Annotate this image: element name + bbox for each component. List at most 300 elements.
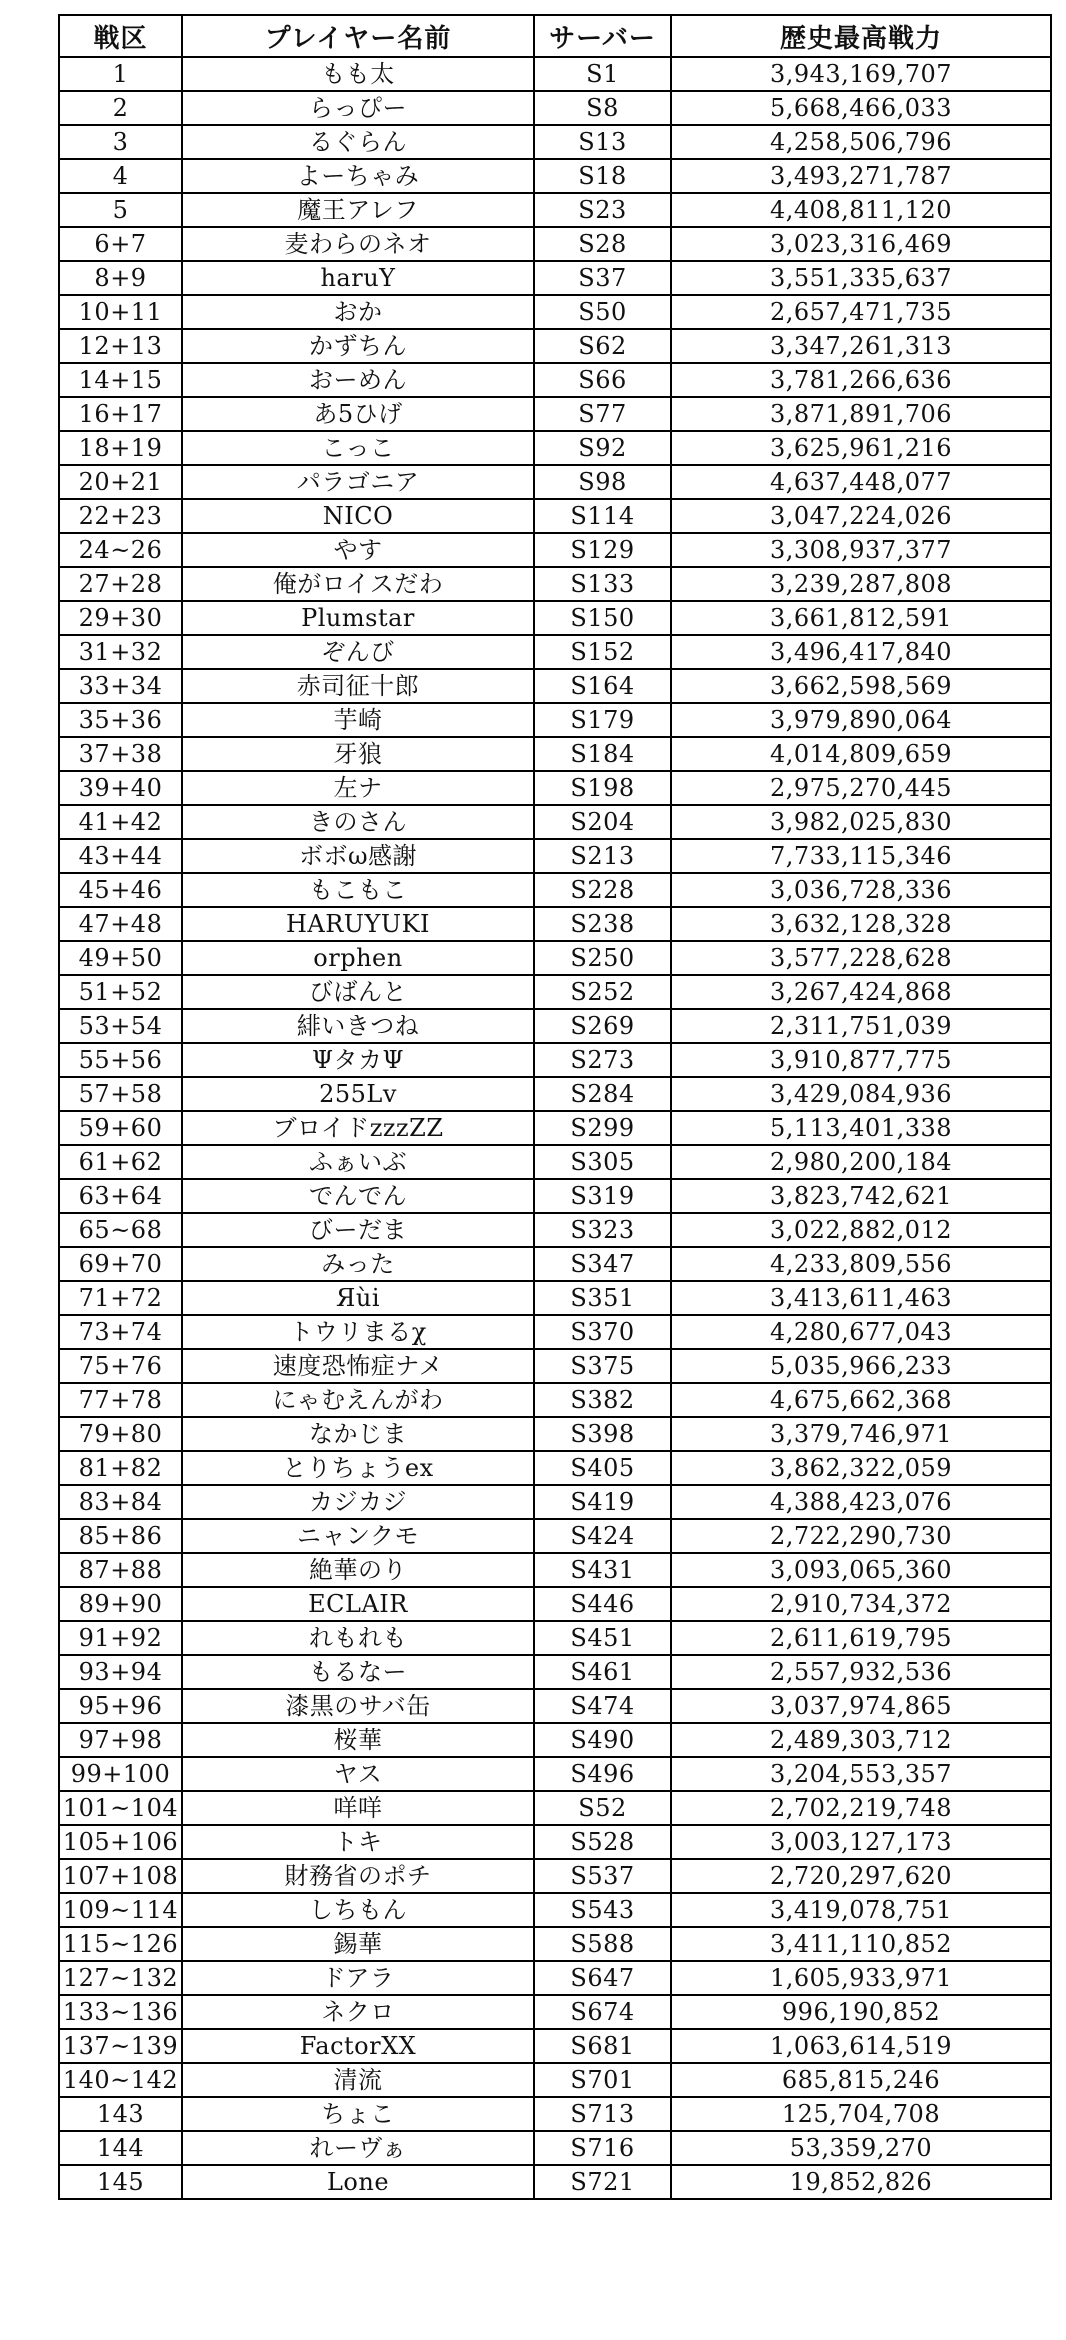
header-player-name: プレイヤー名前 xyxy=(182,15,534,57)
cell-server: S37 xyxy=(534,261,671,295)
cell-max-power: 4,388,423,076 xyxy=(671,1485,1051,1519)
table-row xyxy=(59,1349,1051,1383)
cell-player-name: ヤス xyxy=(182,1757,534,1791)
cell-max-power: 2,980,200,184 xyxy=(671,1145,1051,1179)
cell-war-district: 14+15 xyxy=(59,363,182,397)
table-row xyxy=(59,1383,1051,1417)
header-row xyxy=(59,15,1051,57)
table-row xyxy=(59,601,1051,635)
cell-war-district: 127~132 xyxy=(59,1961,182,1995)
cell-server: S496 xyxy=(534,1757,671,1791)
table-row xyxy=(59,227,1051,261)
cell-player-name: もるなー xyxy=(182,1655,534,1689)
cell-server: S716 xyxy=(534,2131,671,2165)
cell-war-district: 51+52 xyxy=(59,975,182,1009)
cell-war-district: 77+78 xyxy=(59,1383,182,1417)
cell-max-power: 3,871,891,706 xyxy=(671,397,1051,431)
cell-war-district: 145 xyxy=(59,2165,182,2199)
cell-war-district: 35+36 xyxy=(59,703,182,737)
cell-max-power: 2,910,734,372 xyxy=(671,1587,1051,1621)
cell-war-district: 10+11 xyxy=(59,295,182,329)
table-row xyxy=(59,465,1051,499)
table-row xyxy=(59,261,1051,295)
cell-war-district: 59+60 xyxy=(59,1111,182,1145)
cell-player-name: 清流 xyxy=(182,2063,534,2097)
cell-war-district: 144 xyxy=(59,2131,182,2165)
cell-war-district: 37+38 xyxy=(59,737,182,771)
cell-player-name: パラゴニア xyxy=(182,465,534,499)
table-row xyxy=(59,329,1051,363)
cell-server: S323 xyxy=(534,1213,671,1247)
cell-player-name: あ5ひげ xyxy=(182,397,534,431)
cell-max-power: 3,204,553,357 xyxy=(671,1757,1051,1791)
cell-max-power: 1,605,933,971 xyxy=(671,1961,1051,1995)
cell-player-name: 麦わらのネオ xyxy=(182,227,534,261)
cell-max-power: 2,720,297,620 xyxy=(671,1859,1051,1893)
cell-player-name: 牙狼 xyxy=(182,737,534,771)
cell-war-district: 33+34 xyxy=(59,669,182,703)
cell-war-district: 31+32 xyxy=(59,635,182,669)
cell-server: S114 xyxy=(534,499,671,533)
cell-server: S588 xyxy=(534,1927,671,1961)
table-row xyxy=(59,703,1051,737)
cell-server: S319 xyxy=(534,1179,671,1213)
cell-player-name: orphen xyxy=(182,941,534,975)
cell-player-name: とりちょうex xyxy=(182,1451,534,1485)
cell-max-power: 3,979,890,064 xyxy=(671,703,1051,737)
cell-max-power: 3,862,322,059 xyxy=(671,1451,1051,1485)
cell-player-name: ニャンクモ xyxy=(182,1519,534,1553)
cell-server: S252 xyxy=(534,975,671,1009)
table-row xyxy=(59,363,1051,397)
table-row xyxy=(59,873,1051,907)
cell-max-power: 4,014,809,659 xyxy=(671,737,1051,771)
cell-server: S198 xyxy=(534,771,671,805)
cell-war-district: 49+50 xyxy=(59,941,182,975)
table-row xyxy=(59,2165,1051,2199)
cell-war-district: 137~139 xyxy=(59,2029,182,2063)
cell-player-name: もこもこ xyxy=(182,873,534,907)
table-row xyxy=(59,1315,1051,1349)
cell-server: S92 xyxy=(534,431,671,465)
cell-server: S133 xyxy=(534,567,671,601)
cell-player-name: 緋いきつね xyxy=(182,1009,534,1043)
table-row xyxy=(59,1009,1051,1043)
cell-player-name: Яùi xyxy=(182,1281,534,1315)
cell-max-power: 3,003,127,173 xyxy=(671,1825,1051,1859)
cell-player-name: NICO xyxy=(182,499,534,533)
table-row xyxy=(59,839,1051,873)
cell-war-district: 143 xyxy=(59,2097,182,2131)
table-row xyxy=(59,1723,1051,1757)
cell-player-name: ブロイドzzzZZ xyxy=(182,1111,534,1145)
cell-player-name: HARUYUKI xyxy=(182,907,534,941)
cell-player-name: 絶華のり xyxy=(182,1553,534,1587)
table-row xyxy=(59,1859,1051,1893)
cell-max-power: 3,308,937,377 xyxy=(671,533,1051,567)
cell-server: S152 xyxy=(534,635,671,669)
cell-server: S543 xyxy=(534,1893,671,1927)
cell-server: S269 xyxy=(534,1009,671,1043)
cell-max-power: 4,233,809,556 xyxy=(671,1247,1051,1281)
cell-war-district: 85+86 xyxy=(59,1519,182,1553)
table-row xyxy=(59,2097,1051,2131)
cell-player-name: 魔王アレフ xyxy=(182,193,534,227)
table-row xyxy=(59,1179,1051,1213)
header-war-district: 戦区 xyxy=(59,15,182,57)
cell-max-power: 996,190,852 xyxy=(671,1995,1051,2029)
cell-max-power: 4,280,677,043 xyxy=(671,1315,1051,1349)
table-row xyxy=(59,1553,1051,1587)
cell-war-district: 43+44 xyxy=(59,839,182,873)
cell-war-district: 16+17 xyxy=(59,397,182,431)
cell-war-district: 107+108 xyxy=(59,1859,182,1893)
cell-war-district: 53+54 xyxy=(59,1009,182,1043)
cell-war-district: 105+106 xyxy=(59,1825,182,1859)
cell-max-power: 2,657,471,735 xyxy=(671,295,1051,329)
table-row xyxy=(59,2063,1051,2097)
cell-server: S721 xyxy=(534,2165,671,2199)
cell-server: S228 xyxy=(534,873,671,907)
table-row xyxy=(59,1043,1051,1077)
cell-max-power: 3,429,084,936 xyxy=(671,1077,1051,1111)
cell-player-name: ぞんび xyxy=(182,635,534,669)
cell-player-name: 左ナ xyxy=(182,771,534,805)
cell-server: S8 xyxy=(534,91,671,125)
cell-max-power: 2,702,219,748 xyxy=(671,1791,1051,1825)
header-max-power: 歴史最高戦力 xyxy=(671,15,1051,57)
table-row xyxy=(59,1587,1051,1621)
cell-player-name: にゃむえんがわ xyxy=(182,1383,534,1417)
table-row xyxy=(59,771,1051,805)
cell-max-power: 4,408,811,120 xyxy=(671,193,1051,227)
cell-server: S18 xyxy=(534,159,671,193)
cell-player-name: 芋崎 xyxy=(182,703,534,737)
cell-server: S299 xyxy=(534,1111,671,1145)
table-row xyxy=(59,295,1051,329)
table-row xyxy=(59,567,1051,601)
cell-player-name: ボボω感謝 xyxy=(182,839,534,873)
cell-war-district: 65~68 xyxy=(59,1213,182,1247)
cell-player-name: もも太 xyxy=(182,57,534,91)
table-row xyxy=(59,907,1051,941)
cell-war-district: 81+82 xyxy=(59,1451,182,1485)
cell-max-power: 3,379,746,971 xyxy=(671,1417,1051,1451)
cell-server: S431 xyxy=(534,1553,671,1587)
table-row xyxy=(59,1927,1051,1961)
table-row xyxy=(59,975,1051,1009)
cell-max-power: 3,267,424,868 xyxy=(671,975,1051,1009)
cell-player-name: きのさん xyxy=(182,805,534,839)
cell-server: S382 xyxy=(534,1383,671,1417)
table-row xyxy=(59,397,1051,431)
table-row xyxy=(59,1417,1051,1451)
cell-max-power: 19,852,826 xyxy=(671,2165,1051,2199)
table-row xyxy=(59,125,1051,159)
table-row xyxy=(59,1689,1051,1723)
cell-player-name: 財務省のポチ xyxy=(182,1859,534,1893)
cell-max-power: 125,704,708 xyxy=(671,2097,1051,2131)
cell-max-power: 3,419,078,751 xyxy=(671,1893,1051,1927)
cell-war-district: 87+88 xyxy=(59,1553,182,1587)
cell-player-name: FactorXX xyxy=(182,2029,534,2063)
cell-server: S62 xyxy=(534,329,671,363)
cell-war-district: 41+42 xyxy=(59,805,182,839)
table-row xyxy=(59,533,1051,567)
table-row xyxy=(59,1621,1051,1655)
cell-server: S52 xyxy=(534,1791,671,1825)
cell-player-name: 漆黒のサバ缶 xyxy=(182,1689,534,1723)
cell-war-district: 39+40 xyxy=(59,771,182,805)
cell-war-district: 61+62 xyxy=(59,1145,182,1179)
cell-server: S681 xyxy=(534,2029,671,2063)
cell-server: S66 xyxy=(534,363,671,397)
table-row xyxy=(59,159,1051,193)
cell-server: S347 xyxy=(534,1247,671,1281)
cell-max-power: 2,311,751,039 xyxy=(671,1009,1051,1043)
cell-war-district: 3 xyxy=(59,125,182,159)
table-row xyxy=(59,2029,1051,2063)
cell-war-district: 140~142 xyxy=(59,2063,182,2097)
cell-player-name: 桜華 xyxy=(182,1723,534,1757)
cell-player-name: れーヴぁ xyxy=(182,2131,534,2165)
cell-max-power: 3,661,812,591 xyxy=(671,601,1051,635)
cell-war-district: 45+46 xyxy=(59,873,182,907)
cell-server: S647 xyxy=(534,1961,671,1995)
cell-max-power: 3,036,728,336 xyxy=(671,873,1051,907)
cell-player-name: しちもん xyxy=(182,1893,534,1927)
cell-player-name: ΨタカΨ xyxy=(182,1043,534,1077)
cell-server: S351 xyxy=(534,1281,671,1315)
cell-player-name: 咩咩 xyxy=(182,1791,534,1825)
cell-war-district: 91+92 xyxy=(59,1621,182,1655)
cell-max-power: 1,063,614,519 xyxy=(671,2029,1051,2063)
cell-war-district: 18+19 xyxy=(59,431,182,465)
cell-max-power: 3,496,417,840 xyxy=(671,635,1051,669)
cell-max-power: 3,239,287,808 xyxy=(671,567,1051,601)
cell-server: S461 xyxy=(534,1655,671,1689)
table-row xyxy=(59,193,1051,227)
table-row xyxy=(59,1757,1051,1791)
cell-server: S150 xyxy=(534,601,671,635)
cell-server: S13 xyxy=(534,125,671,159)
cell-max-power: 3,022,882,012 xyxy=(671,1213,1051,1247)
cell-player-name: カジカジ xyxy=(182,1485,534,1519)
cell-max-power: 7,733,115,346 xyxy=(671,839,1051,873)
cell-max-power: 3,625,961,216 xyxy=(671,431,1051,465)
table-row xyxy=(59,1519,1051,1553)
cell-max-power: 3,023,316,469 xyxy=(671,227,1051,261)
cell-max-power: 3,781,266,636 xyxy=(671,363,1051,397)
cell-max-power: 5,668,466,033 xyxy=(671,91,1051,125)
cell-max-power: 4,258,506,796 xyxy=(671,125,1051,159)
table-row xyxy=(59,1961,1051,1995)
table-body xyxy=(59,57,1051,2199)
cell-war-district: 63+64 xyxy=(59,1179,182,1213)
cell-max-power: 3,943,169,707 xyxy=(671,57,1051,91)
cell-server: S446 xyxy=(534,1587,671,1621)
table-row xyxy=(59,805,1051,839)
cell-war-district: 97+98 xyxy=(59,1723,182,1757)
table-row xyxy=(59,1485,1051,1519)
cell-max-power: 2,722,290,730 xyxy=(671,1519,1051,1553)
cell-server: S713 xyxy=(534,2097,671,2131)
cell-max-power: 3,413,611,463 xyxy=(671,1281,1051,1315)
cell-war-district: 71+72 xyxy=(59,1281,182,1315)
cell-server: S28 xyxy=(534,227,671,261)
cell-player-name: かずちん xyxy=(182,329,534,363)
cell-war-district: 109~114 xyxy=(59,1893,182,1927)
cell-server: S701 xyxy=(534,2063,671,2097)
cell-player-name: 錫華 xyxy=(182,1927,534,1961)
cell-max-power: 685,815,246 xyxy=(671,2063,1051,2097)
cell-server: S375 xyxy=(534,1349,671,1383)
cell-server: S50 xyxy=(534,295,671,329)
cell-max-power: 3,910,877,775 xyxy=(671,1043,1051,1077)
cell-war-district: 57+58 xyxy=(59,1077,182,1111)
cell-server: S213 xyxy=(534,839,671,873)
cell-war-district: 4 xyxy=(59,159,182,193)
cell-player-name: 俺がロイスだわ xyxy=(182,567,534,601)
table-row xyxy=(59,1247,1051,1281)
cell-server: S419 xyxy=(534,1485,671,1519)
cell-war-district: 99+100 xyxy=(59,1757,182,1791)
cell-war-district: 47+48 xyxy=(59,907,182,941)
cell-server: S1 xyxy=(534,57,671,91)
cell-player-name: Plumstar xyxy=(182,601,534,635)
cell-player-name: 255Lv xyxy=(182,1077,534,1111)
cell-player-name: 速度恐怖症ナメ xyxy=(182,1349,534,1383)
table-row xyxy=(59,57,1051,91)
cell-war-district: 73+74 xyxy=(59,1315,182,1349)
cell-player-name: やす xyxy=(182,533,534,567)
cell-player-name: びばんと xyxy=(182,975,534,1009)
cell-max-power: 3,823,742,621 xyxy=(671,1179,1051,1213)
table-row xyxy=(59,91,1051,125)
table-row xyxy=(59,1655,1051,1689)
cell-max-power: 3,662,598,569 xyxy=(671,669,1051,703)
cell-server: S250 xyxy=(534,941,671,975)
cell-max-power: 5,113,401,338 xyxy=(671,1111,1051,1145)
cell-war-district: 1 xyxy=(59,57,182,91)
table-row xyxy=(59,1145,1051,1179)
cell-server: S370 xyxy=(534,1315,671,1349)
table-row xyxy=(59,2131,1051,2165)
table-row xyxy=(59,1213,1051,1247)
cell-max-power: 4,675,662,368 xyxy=(671,1383,1051,1417)
table-header xyxy=(59,15,1051,57)
cell-max-power: 3,577,228,628 xyxy=(671,941,1051,975)
cell-max-power: 3,093,065,360 xyxy=(671,1553,1051,1587)
cell-max-power: 2,489,303,712 xyxy=(671,1723,1051,1757)
table-row xyxy=(59,1995,1051,2029)
cell-player-name: こっこ xyxy=(182,431,534,465)
cell-player-name: なかじま xyxy=(182,1417,534,1451)
cell-player-name: みった xyxy=(182,1247,534,1281)
cell-server: S98 xyxy=(534,465,671,499)
header-server: サーバー xyxy=(534,15,671,57)
cell-max-power: 3,347,261,313 xyxy=(671,329,1051,363)
cell-war-district: 29+30 xyxy=(59,601,182,635)
table-row xyxy=(59,431,1051,465)
cell-war-district: 79+80 xyxy=(59,1417,182,1451)
cell-max-power: 3,551,335,637 xyxy=(671,261,1051,295)
cell-player-name: haruY xyxy=(182,261,534,295)
cell-war-district: 89+90 xyxy=(59,1587,182,1621)
cell-player-name: ネクロ xyxy=(182,1995,534,2029)
cell-war-district: 133~136 xyxy=(59,1995,182,2029)
cell-server: S284 xyxy=(534,1077,671,1111)
cell-max-power: 2,611,619,795 xyxy=(671,1621,1051,1655)
cell-max-power: 3,493,271,787 xyxy=(671,159,1051,193)
cell-server: S405 xyxy=(534,1451,671,1485)
cell-server: S238 xyxy=(534,907,671,941)
cell-server: S23 xyxy=(534,193,671,227)
cell-server: S164 xyxy=(534,669,671,703)
cell-player-name: るぐらん xyxy=(182,125,534,159)
table-row xyxy=(59,941,1051,975)
cell-war-district: 22+23 xyxy=(59,499,182,533)
cell-war-district: 8+9 xyxy=(59,261,182,295)
cell-server: S490 xyxy=(534,1723,671,1757)
cell-player-name: びーだま xyxy=(182,1213,534,1247)
cell-server: S537 xyxy=(534,1859,671,1893)
cell-max-power: 53,359,270 xyxy=(671,2131,1051,2165)
table-row xyxy=(59,1825,1051,1859)
cell-war-district: 93+94 xyxy=(59,1655,182,1689)
cell-war-district: 5 xyxy=(59,193,182,227)
cell-player-name: よーちゃみ xyxy=(182,159,534,193)
table-row xyxy=(59,669,1051,703)
cell-war-district: 75+76 xyxy=(59,1349,182,1383)
cell-server: S424 xyxy=(534,1519,671,1553)
cell-max-power: 3,632,128,328 xyxy=(671,907,1051,941)
cell-war-district: 27+28 xyxy=(59,567,182,601)
cell-war-district: 55+56 xyxy=(59,1043,182,1077)
table-row xyxy=(59,1451,1051,1485)
cell-player-name: Lone xyxy=(182,2165,534,2199)
cell-server: S474 xyxy=(534,1689,671,1723)
cell-server: S528 xyxy=(534,1825,671,1859)
cell-max-power: 2,975,270,445 xyxy=(671,771,1051,805)
cell-war-district: 95+96 xyxy=(59,1689,182,1723)
table-row xyxy=(59,635,1051,669)
table-row xyxy=(59,499,1051,533)
cell-max-power: 4,637,448,077 xyxy=(671,465,1051,499)
cell-server: S273 xyxy=(534,1043,671,1077)
cell-player-name: 赤司征十郎 xyxy=(182,669,534,703)
cell-server: S129 xyxy=(534,533,671,567)
cell-max-power: 5,035,966,233 xyxy=(671,1349,1051,1383)
cell-max-power: 3,047,224,026 xyxy=(671,499,1051,533)
cell-server: S184 xyxy=(534,737,671,771)
cell-player-name: ECLAIR xyxy=(182,1587,534,1621)
table-row xyxy=(59,1791,1051,1825)
cell-server: S77 xyxy=(534,397,671,431)
table-row xyxy=(59,1281,1051,1315)
cell-player-name: らっぴー xyxy=(182,91,534,125)
cell-player-name: れもれも xyxy=(182,1621,534,1655)
cell-player-name: おか xyxy=(182,295,534,329)
cell-player-name: トウリまるχ xyxy=(182,1315,534,1349)
cell-server: S674 xyxy=(534,1995,671,2029)
cell-server: S305 xyxy=(534,1145,671,1179)
cell-max-power: 3,982,025,830 xyxy=(671,805,1051,839)
cell-server: S398 xyxy=(534,1417,671,1451)
cell-war-district: 115~126 xyxy=(59,1927,182,1961)
cell-war-district: 20+21 xyxy=(59,465,182,499)
cell-player-name: おーめん xyxy=(182,363,534,397)
